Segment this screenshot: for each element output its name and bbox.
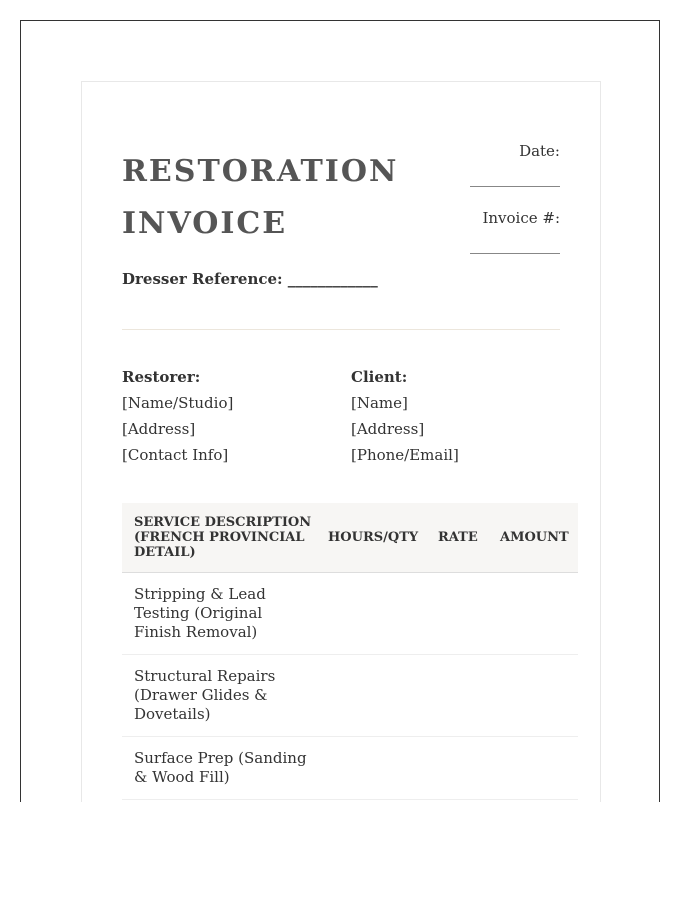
client-heading: Client:: [351, 368, 408, 386]
row-description: Stripping & Lead Testing (Original Finish Removal): [122, 573, 312, 655]
restorer-name[interactable]: [Name/Studio]: [122, 394, 234, 412]
header-hours: HOURS/QTY: [312, 503, 426, 573]
row-rate[interactable]: [426, 655, 488, 737]
invoice-number-label: Invoice #:: [482, 209, 560, 227]
dresser-reference[interactable]: Dresser Reference: ____________: [122, 270, 378, 288]
client-address[interactable]: [Address]: [351, 420, 425, 438]
table-row: [122, 737, 578, 800]
title-line-2: INVOICE: [122, 206, 288, 241]
date-label: Date:: [519, 142, 560, 160]
table-header-row: [122, 503, 578, 573]
row-hours[interactable]: [312, 573, 426, 655]
row-amount[interactable]: [488, 573, 578, 655]
date-field[interactable]: ____________: [470, 169, 560, 187]
header-rate: RATE: [426, 503, 488, 573]
row-hours[interactable]: [312, 737, 426, 800]
restorer-contact[interactable]: [Contact Info]: [122, 446, 229, 464]
row-description: Surface Prep (Sanding & Wood Fill): [122, 737, 312, 800]
table-row: [122, 573, 578, 655]
restorer-address[interactable]: [Address]: [122, 420, 196, 438]
invoice-number-field[interactable]: ____________: [470, 236, 560, 254]
invoice-title: [122, 146, 422, 250]
restorer-block: [122, 364, 233, 468]
table-row: [122, 655, 578, 737]
row-rate[interactable]: [426, 737, 488, 800]
service-table: [122, 503, 578, 800]
restorer-heading: Restorer:: [122, 368, 201, 386]
header-description: SERVICE DESCRIPTION (FRENCH PROVINCIAL DETAIL): [122, 503, 312, 573]
row-amount[interactable]: [488, 737, 578, 800]
client-block: [351, 364, 459, 468]
title-line-1: RESTORATION: [122, 154, 399, 189]
client-name[interactable]: [Name]: [351, 394, 408, 412]
page-bottom-area: [0, 802, 700, 900]
client-contact[interactable]: [Phone/Email]: [351, 446, 459, 464]
row-amount[interactable]: [488, 655, 578, 737]
section-divider: [122, 329, 560, 330]
row-hours[interactable]: [312, 655, 426, 737]
row-description: Structural Repairs (Drawer Glides & Dovetails): [122, 655, 312, 737]
row-rate[interactable]: [426, 573, 488, 655]
header-amount: AMOUNT: [488, 503, 578, 573]
